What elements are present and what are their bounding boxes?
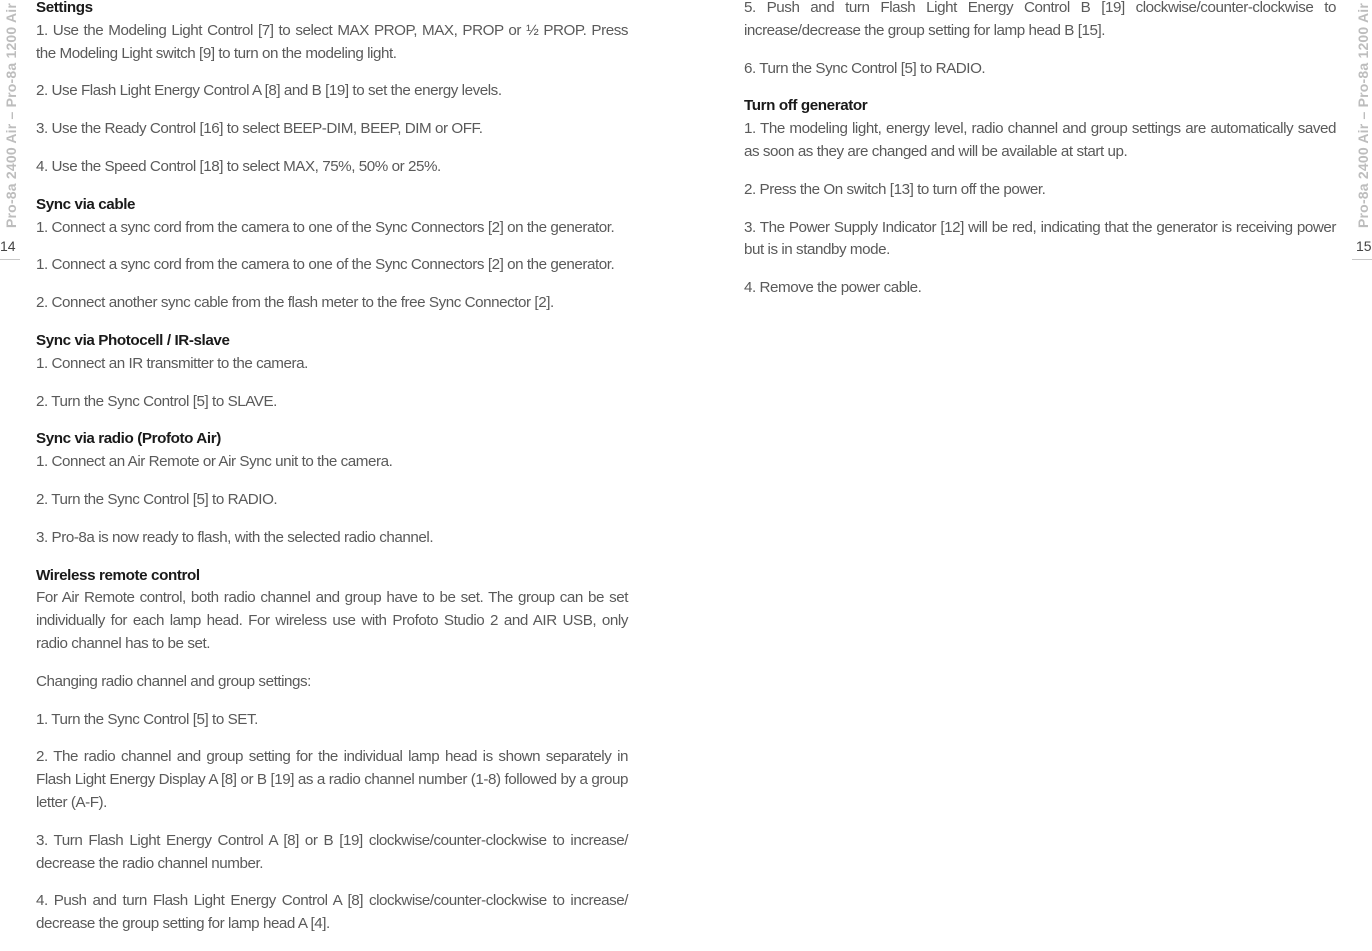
paragraph: For Air Remote control, both radio channel and group have to be set. The group can be set individually for each lamp head. For wireless use with Profoto Studio 2 and AIR USB, only radio channel has to be set. [36,589,628,652]
paragraph: 2. Turn the Sync Control [5] to SLAVE. [36,392,277,410]
paragraph: 3. Turn Flash Light Energy Control A [8] or B [19] clockwise/counter-clockwise to increase/ decrease the radio channel number. [36,831,628,872]
paragraph: 1. The modeling light, energy level, radio channel and group settings are automatically saved as soon as they are changed and will be available at start up. [744,120,1336,160]
right-column [744,0,1336,315]
section-heading-sync-via-radio: Sync via radio (Profoto Air) [36,430,221,448]
paragraph: 3. The Power Supply Indicator [12] will be red, indicating that the generator is receiving power but is in standby mode. [744,218,1336,259]
section-settings [36,0,628,179]
paragraph: 1. Connect an IR transmitter to the camera. [36,354,308,372]
paragraph: 2. Connect another sync cable from the flash meter to the free Sync Connector [2]. [36,294,554,312]
paragraph: 5. Push and turn Flash Light Energy Control B [19] clockwise/counter-clockwise to increase/decrease the group setting for lamp head B [15]. [744,0,1336,39]
page-number-left: 14 [0,238,16,254]
paragraph: 2. Turn the Sync Control [5] to RADIO. [36,490,278,508]
page-number-divider-right [1352,259,1372,260]
paragraph: 3. Use the Ready Control [16] to select BEEP-DIM, BEEP, DIM or OFF. [36,120,483,138]
left-margin-label-text: Pro-8a 2400 Air – Pro-8a 1200 Air [3,2,19,228]
paragraph: 2. The radio channel and group setting for the individual lamp head is shown separately in Flash Light Energy Display A [8] or B [19] as a radio channel number (1-8) followed by a group letter (A-F). [36,748,628,811]
page-number-right: 15 [1356,238,1372,254]
paragraph: Changing radio channel and group settings: [36,672,311,690]
page-number-divider-left [0,259,20,260]
section-wireless-continued [744,0,1336,80]
paragraph: 1. Connect an Air Remote or Air Sync unit to the camera. [36,453,393,471]
paragraph: 2. Use Flash Light Energy Control A [8] and B [19] to set the energy levels. [36,82,502,100]
paragraph: 1. Turn the Sync Control [5] to SET. [36,710,258,728]
section-heading-sync-via-cable: Sync via cable [36,195,136,213]
section-wireless-remote-control [36,565,628,936]
section-heading-settings: Settings [36,0,93,16]
paragraph: 1. Connect a sync cord from the camera to one of the Sync Connectors [2] on the generator. [36,218,615,236]
paragraph: 4. Use the Speed Control [18] to select MAX, 75%, 50% or 25%. [36,157,441,175]
paragraph: 3. Pro-8a is now ready to flash, with the selected radio channel. [36,528,434,546]
section-heading-turn-off-generator: Turn off generator [744,97,868,115]
section-sync-via-radio [36,428,628,549]
paragraph: 6. Turn the Sync Control [5] to RADIO. [744,59,986,77]
left-column [36,0,628,951]
section-heading-sync-via-photocell: Sync via Photocell / IR-slave [36,331,230,349]
paragraph: 1. Connect a sync cord from the camera to one of the Sync Connectors [2] on the generator. [36,256,615,274]
paragraph: 4. Push and turn Flash Light Energy Control A [8] clockwise/counter-clockwise to increase/ decrease the group setting for lamp head A [4]. [36,892,628,933]
section-sync-via-photocell [36,330,628,413]
paragraph: 1. Use the Modeling Light Control [7] to select MAX PROP, MAX, PROP or ½ PROP. Press the Modeling Light switch [9] to turn on the modeling light. [36,21,628,62]
right-margin-label [1352,0,1372,230]
right-margin-label-text: Pro-8a 2400 Air – Pro-8a 1200 Air [1355,2,1371,228]
left-margin-label [0,0,20,230]
paragraph: 2. Press the On switch [13] to turn off the power. [744,180,1046,198]
section-sync-via-cable [36,194,628,315]
section-turn-off-generator [744,95,1336,300]
paragraph: 4. Remove the power cable. [744,279,922,297]
section-heading-wireless-remote-control: Wireless remote control [36,566,200,584]
